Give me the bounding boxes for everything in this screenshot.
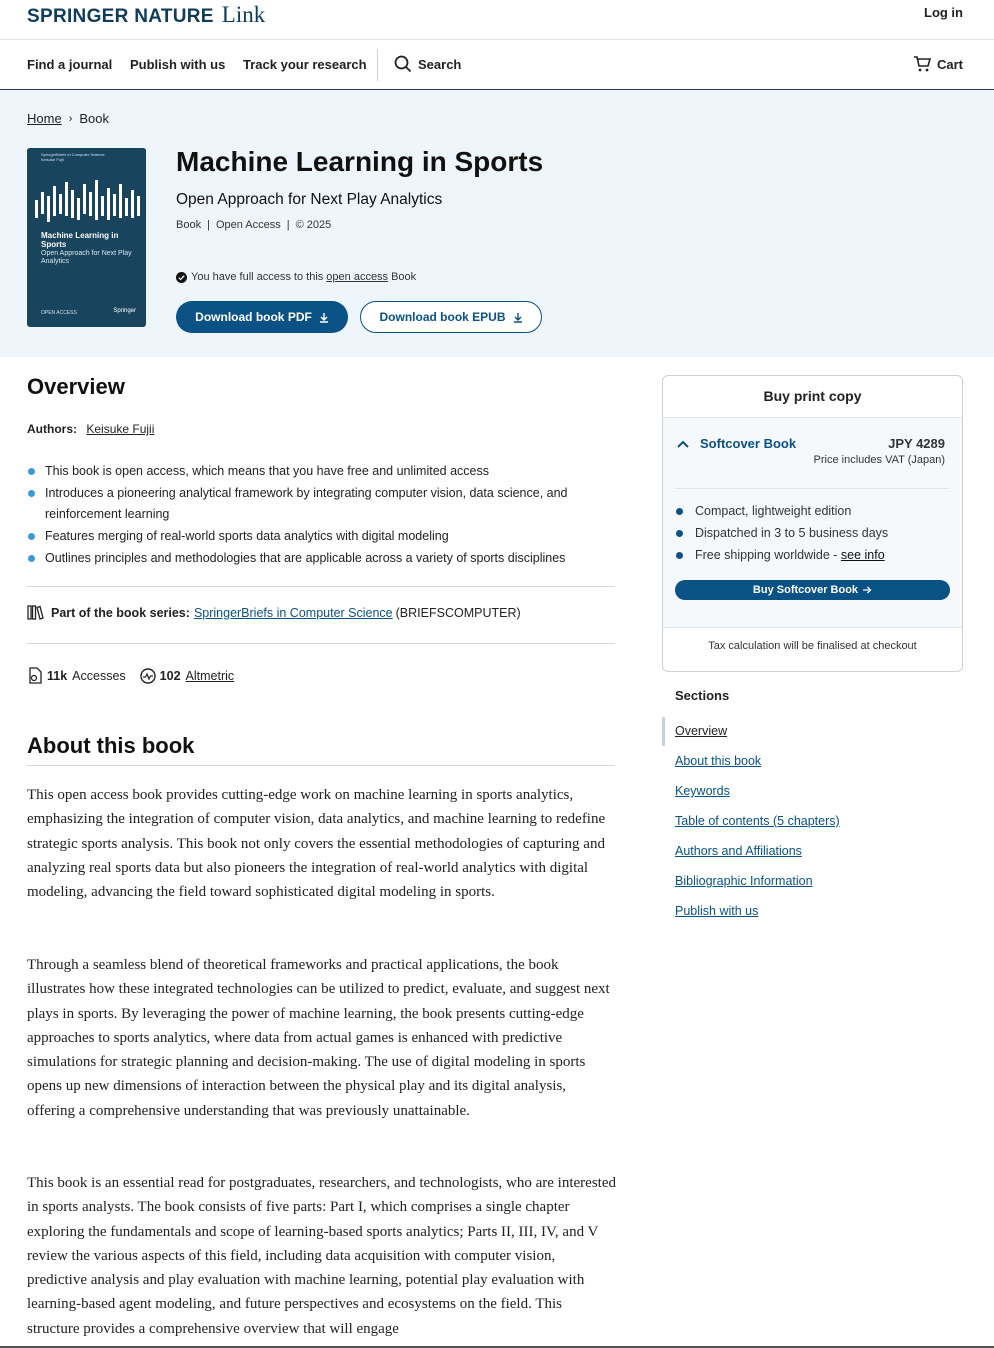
download-pdf-label: Download book PDF (195, 310, 312, 324)
breadcrumb (27, 111, 109, 126)
access-note-suffix: Book (391, 271, 417, 283)
cover-open-access-badge: OPEN ACCESS (41, 310, 77, 316)
check-circle-icon (176, 272, 187, 283)
main-nav (0, 41, 994, 90)
tax-note: Tax calculation will be finalised at checkout (708, 640, 917, 652)
meta-divider: | (286, 219, 290, 231)
book-series (27, 605, 521, 620)
softcover-title (677, 436, 796, 451)
search-button[interactable] (394, 55, 461, 73)
nav-publish-with-us[interactable]: Publish with us (130, 57, 226, 72)
list-item: Dispatched in 3 to 5 business days (675, 522, 888, 544)
cart-icon (913, 55, 931, 73)
series-link[interactable]: SpringerBriefs in Computer Science (193, 605, 393, 620)
cover-publisher: Springer (113, 308, 136, 314)
about-paragraph: Through a seamless blend of theoretical frameworks and practical applications, the book illustrates how these integrated technologies can be utilized to predict, evaluate, and suggest next plays in sports. By leveraging the power of machine learning, the book presents cutting-edge approaches to sports analytics, where data from actual games is enhanced with predictive simulations for strategic planning and decision-making. The use of digital modeling in sports opens up new dimensions of interaction between the physical play and its digital analysis, offering a comprehensive understanding that was previously unattainable. (27, 957, 610, 1119)
cover-series: SpringerBriefs in Computer Science (41, 152, 105, 157)
page-subtitle: Open Approach for Next Play Analytics (176, 191, 443, 208)
about-paragraph: This book is an essential read for postgraduates, researchers, and technologists, who are interested in sports analysts. The book consists of five parts: Part I, which comprises a single chapter exploring the fundamentals and scope of learning-based sports analytics; Parts II, III, IV, and V review the various aspects of this field, including data acquisition with computer vision, predictive analysis and play evaluation with machine learning, potential play evaluation with learning-based agent modeling, and future perspectives and ecosystems on the field. This structure provides a comprehensive overview that will engage (27, 1175, 616, 1337)
open-access-link[interactable]: open access (326, 271, 389, 283)
section-link-keywords[interactable]: Keywords (675, 784, 730, 798)
sections-heading: Sections (675, 688, 730, 703)
chevron-up-icon (677, 440, 689, 448)
download-epub-button[interactable] (360, 301, 542, 333)
page-title: Machine Learning in Sports (176, 146, 544, 177)
overview-heading: Overview (27, 374, 125, 399)
section-link-overview[interactable]: Overview (675, 724, 728, 738)
softcover-panel (663, 418, 962, 628)
accesses-label: Accesses (72, 668, 126, 683)
books-icon (27, 605, 44, 620)
altmetric-icon (140, 668, 156, 684)
altmetric-link[interactable]: Altmetric (185, 668, 235, 683)
meta-divider: | (207, 219, 210, 231)
book-cover[interactable] (27, 148, 146, 327)
buy-card-heading: Buy print copy (663, 376, 962, 418)
book-meta (176, 219, 331, 231)
divider (27, 586, 615, 587)
nav-track-research[interactable]: Track your research (243, 57, 367, 72)
see-info-link[interactable]: see info (840, 548, 885, 562)
softcover-price: JPY 4289 (888, 436, 945, 451)
vat-note: Price includes VAT (Japan) (813, 454, 945, 466)
altmetric-score: 102 (159, 668, 181, 683)
series-code: (BRIEFSCOMPUTER) (395, 605, 521, 620)
buy-print-card (662, 375, 963, 672)
cover-subtitle: Open Approach for Next Play Analytics (41, 250, 132, 265)
book-type: Book (176, 219, 202, 231)
divider (675, 488, 949, 489)
logo-brand: SPRINGER NATURE (27, 6, 214, 27)
section-link-toc[interactable]: Table of contents (5 chapters) (675, 814, 840, 828)
cart-button[interactable] (913, 55, 963, 73)
download-icon (513, 312, 523, 323)
download-epub-label: Download book EPUB (379, 310, 506, 324)
list-item: This book is open access, which means that you have free and unlimited access (27, 461, 607, 482)
list-item: Compact, lightweight edition (675, 500, 888, 522)
author-link[interactable]: Keisuke Fujii (86, 422, 155, 436)
cover-header (27, 148, 146, 164)
cart-label: Cart (936, 56, 963, 72)
divider (27, 643, 615, 644)
book-hero (0, 90, 994, 357)
cover-title: Machine Learning in Sports (41, 231, 119, 249)
copyright-year: © 2025 (295, 219, 332, 231)
cover-author: Keisuke Fujii (41, 157, 64, 162)
section-link-publish[interactable]: Publish with us (675, 904, 759, 918)
accesses-icon (27, 667, 43, 684)
about-heading: About this book (27, 733, 195, 758)
authors-line (27, 422, 154, 436)
feature-text: Free shipping worldwide - (695, 548, 841, 562)
breadcrumb-current: Book (79, 111, 109, 126)
softcover-features (675, 500, 888, 566)
softcover-label: Softcover Book (700, 436, 797, 451)
top-bar (0, 0, 994, 40)
access-note (176, 271, 416, 283)
list-item (675, 544, 888, 566)
login-link[interactable]: Log in (924, 5, 963, 20)
list-item: Features merging of real-world sports data analytics with digital modeling (27, 526, 607, 547)
logo-suffix: Link (221, 2, 266, 27)
cover-graphic (33, 178, 143, 228)
overview-bullets (27, 461, 607, 570)
buy-softcover-button[interactable] (675, 580, 950, 600)
authors-label: Authors: (27, 422, 77, 436)
search-icon (394, 55, 412, 73)
nav-find-journal[interactable]: Find a journal (27, 57, 113, 72)
nav-divider (377, 49, 378, 81)
accesses-count: 11k (47, 668, 68, 683)
section-link-about[interactable]: About this book (675, 754, 762, 768)
chevron-right-icon: › (68, 112, 73, 125)
springer-nature-link-logo[interactable] (27, 2, 265, 28)
access-type: Open Access (215, 219, 281, 231)
section-link-authors[interactable]: Authors and Affiliations (675, 844, 802, 858)
list-item: Introduces a pioneering analytical framework by integrating computer vision, data science, and reinforcement learning (27, 483, 607, 525)
about-paragraph: This open access book provides cutting-edge work on machine learning in sports analytics, emphasizing the integration of computer vision, data analytics, and machine learning to redefine strategic sports analysis. This book not only covers the essential methodologies of capturing and analyzing real sports data but also pioneers the integration of real-world analytics with digital modeling, advancing the field toward sophisticated digital modeling in sports. (27, 787, 606, 901)
metrics (27, 667, 234, 684)
active-section-indicator (662, 717, 665, 746)
search-label: Search (418, 56, 462, 72)
download-icon (319, 312, 329, 323)
series-label: Part of the book series: (51, 605, 190, 620)
buy-softcover-label: Buy Softcover Book (752, 584, 859, 596)
breadcrumb-home[interactable]: Home (27, 111, 62, 126)
download-pdf-button[interactable] (176, 301, 348, 333)
arrow-right-icon (863, 586, 872, 594)
section-link-bibliographic[interactable]: Bibliographic Information (675, 874, 813, 888)
access-note-text: You have full access to this (191, 271, 324, 283)
list-item: Outlines principles and methodologies that are applicable across a variety of sports disciplines (27, 548, 607, 569)
divider (27, 765, 615, 766)
